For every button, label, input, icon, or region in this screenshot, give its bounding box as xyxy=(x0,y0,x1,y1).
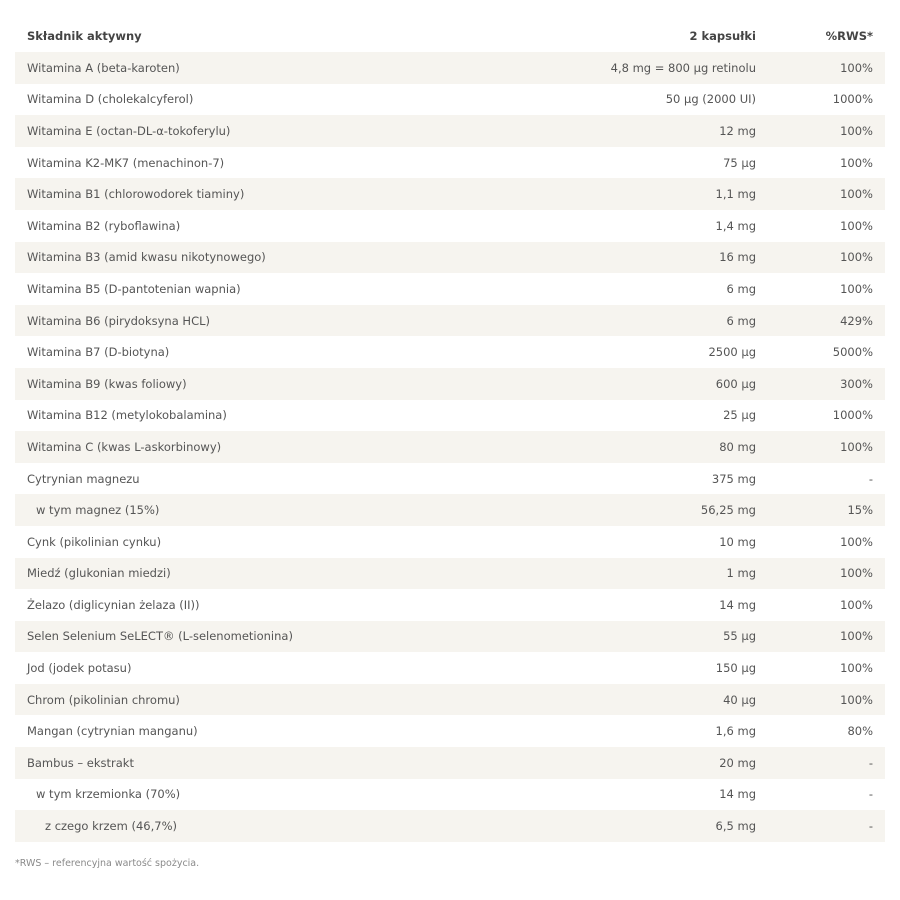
ingredient-rws: 80% xyxy=(847,724,873,739)
ingredient-amount: 25 µg xyxy=(723,408,756,423)
ingredient-rws: - xyxy=(868,819,873,834)
ingredient-amount: 14 mg xyxy=(719,597,756,612)
table-row xyxy=(15,210,885,242)
ingredient-rws: 1000% xyxy=(832,408,873,423)
table-row xyxy=(15,652,885,684)
ingredient-rws: 1000% xyxy=(832,92,873,107)
ingredient-rws: 100% xyxy=(840,439,873,454)
table-row xyxy=(15,431,885,463)
table-row xyxy=(15,526,885,558)
table-row xyxy=(15,336,885,368)
ingredient-rws: 429% xyxy=(840,313,873,328)
ingredient-name: Witamina B6 (pirydoksyna HCL) xyxy=(27,313,210,328)
ingredient-rws: 100% xyxy=(840,692,873,707)
ingredient-name: Cynk (pikolinian cynku) xyxy=(27,534,162,549)
ingredient-name: Miedź (glukonian miedzi) xyxy=(27,566,171,581)
table-row xyxy=(15,147,885,179)
ingredient-rws: 100% xyxy=(840,123,873,138)
table-row xyxy=(15,242,885,274)
ingredient-name: Witamina B1 (chlorowodorek tiaminy) xyxy=(27,187,245,202)
ingredient-amount: 600 µg xyxy=(715,376,756,391)
header-ingredient: Składnik aktywny xyxy=(27,29,142,43)
ingredient-amount: 4,8 mg = 800 µg retinolu xyxy=(610,60,756,75)
ingredient-amount: 1,1 mg xyxy=(715,187,756,202)
ingredient-rws: 100% xyxy=(840,281,873,296)
table-row xyxy=(15,715,885,747)
ingredient-rws: 5000% xyxy=(832,345,873,360)
ingredient-name: Jod (jodek potasu) xyxy=(27,661,132,676)
table-row xyxy=(15,305,885,337)
ingredient-name: Żelazo (diglicynian żelaza (II)) xyxy=(27,597,200,612)
ingredient-amount: 50 µg (2000 UI) xyxy=(665,92,756,107)
ingredient-amount: 6,5 mg xyxy=(715,819,756,834)
table-row xyxy=(15,400,885,432)
ingredient-rws: 100% xyxy=(840,155,873,170)
ingredient-name: Witamina D (cholekalcyferol) xyxy=(27,92,194,107)
ingredient-rws: - xyxy=(868,787,873,802)
ingredient-amount: 14 mg xyxy=(719,787,756,802)
ingredient-amount: 56,25 mg xyxy=(700,503,756,518)
table-row xyxy=(15,52,885,84)
table-row xyxy=(15,368,885,400)
ingredient-amount: 375 mg xyxy=(711,471,756,486)
ingredient-amount: 20 mg xyxy=(719,755,756,770)
ingredient-rws: - xyxy=(868,755,873,770)
ingredient-name: Witamina C (kwas L-askorbinowy) xyxy=(27,439,222,454)
ingredient-name: w tym magnez (15%) xyxy=(36,503,160,518)
ingredient-rws: 100% xyxy=(840,218,873,233)
ingredient-name: Witamina B7 (D-biotyna) xyxy=(27,345,170,360)
ingredient-name: z czego krzem (46,7%) xyxy=(45,819,177,834)
ingredient-amount: 16 mg xyxy=(719,250,756,265)
nutrition-table xyxy=(15,20,885,842)
table-row xyxy=(15,494,885,526)
table-row xyxy=(15,558,885,590)
ingredient-amount: 1,6 mg xyxy=(715,724,756,739)
ingredient-name: Witamina B3 (amid kwasu nikotynowego) xyxy=(27,250,266,265)
ingredient-rws: 100% xyxy=(840,661,873,676)
ingredient-amount: 1,4 mg xyxy=(715,218,756,233)
ingredient-rws: 100% xyxy=(840,250,873,265)
table-row xyxy=(15,463,885,495)
ingredient-name: Selen Selenium SeLECT® (L-selenometionina) xyxy=(27,629,293,644)
ingredient-amount: 40 µg xyxy=(723,692,756,707)
table-row xyxy=(15,589,885,621)
header-rws: %RWS* xyxy=(825,29,873,43)
ingredient-name: Witamina B12 (metylokobalamina) xyxy=(27,408,227,423)
ingredient-rws: 15% xyxy=(847,503,873,518)
ingredient-amount: 1 mg xyxy=(726,566,756,581)
table-row xyxy=(15,115,885,147)
ingredient-rws: 100% xyxy=(840,597,873,612)
ingredient-name: Witamina B5 (D-pantotenian wapnia) xyxy=(27,281,241,296)
table-row xyxy=(15,178,885,210)
ingredient-name: Witamina B9 (kwas foliowy) xyxy=(27,376,187,391)
ingredient-amount: 55 µg xyxy=(723,629,756,644)
ingredient-name: Witamina A (beta-karoten) xyxy=(27,60,180,75)
ingredient-name: Bambus – ekstrakt xyxy=(27,755,134,770)
ingredient-rws: - xyxy=(868,471,873,486)
table-row xyxy=(15,684,885,716)
ingredient-name: Mangan (cytrynian manganu) xyxy=(27,724,198,739)
ingredient-amount: 12 mg xyxy=(719,123,756,138)
ingredient-rws: 100% xyxy=(840,534,873,549)
footnote: *RWS – referencyjna wartość spożycia. xyxy=(15,858,200,869)
table-row xyxy=(15,84,885,116)
ingredient-name: Chrom (pikolinian chromu) xyxy=(27,692,180,707)
table-row xyxy=(15,621,885,653)
ingredient-name: Witamina B2 (ryboflawina) xyxy=(27,218,181,233)
ingredient-rws: 300% xyxy=(840,376,873,391)
ingredient-amount: 2500 µg xyxy=(708,345,756,360)
table-body xyxy=(15,52,885,842)
ingredient-amount: 6 mg xyxy=(726,281,756,296)
ingredient-rws: 100% xyxy=(840,60,873,75)
ingredient-rws: 100% xyxy=(840,629,873,644)
header-amount: 2 kapsułki xyxy=(689,29,756,43)
ingredient-amount: 75 µg xyxy=(723,155,756,170)
ingredient-name: Witamina E (octan-DL-α-tokoferylu) xyxy=(27,123,231,138)
ingredient-name: w tym krzemionka (70%) xyxy=(36,787,181,802)
table-header xyxy=(15,20,885,52)
ingredient-amount: 10 mg xyxy=(719,534,756,549)
table-row xyxy=(15,273,885,305)
ingredient-name: Witamina K2-MK7 (menachinon-7) xyxy=(27,155,225,170)
ingredient-rws: 100% xyxy=(840,566,873,581)
table-row xyxy=(15,747,885,779)
ingredient-rws: 100% xyxy=(840,187,873,202)
table-row xyxy=(15,810,885,842)
table-row xyxy=(15,779,885,811)
ingredient-name: Cytrynian magnezu xyxy=(27,471,140,486)
ingredient-amount: 150 µg xyxy=(715,661,756,676)
ingredient-amount: 6 mg xyxy=(726,313,756,328)
ingredient-amount: 80 mg xyxy=(719,439,756,454)
